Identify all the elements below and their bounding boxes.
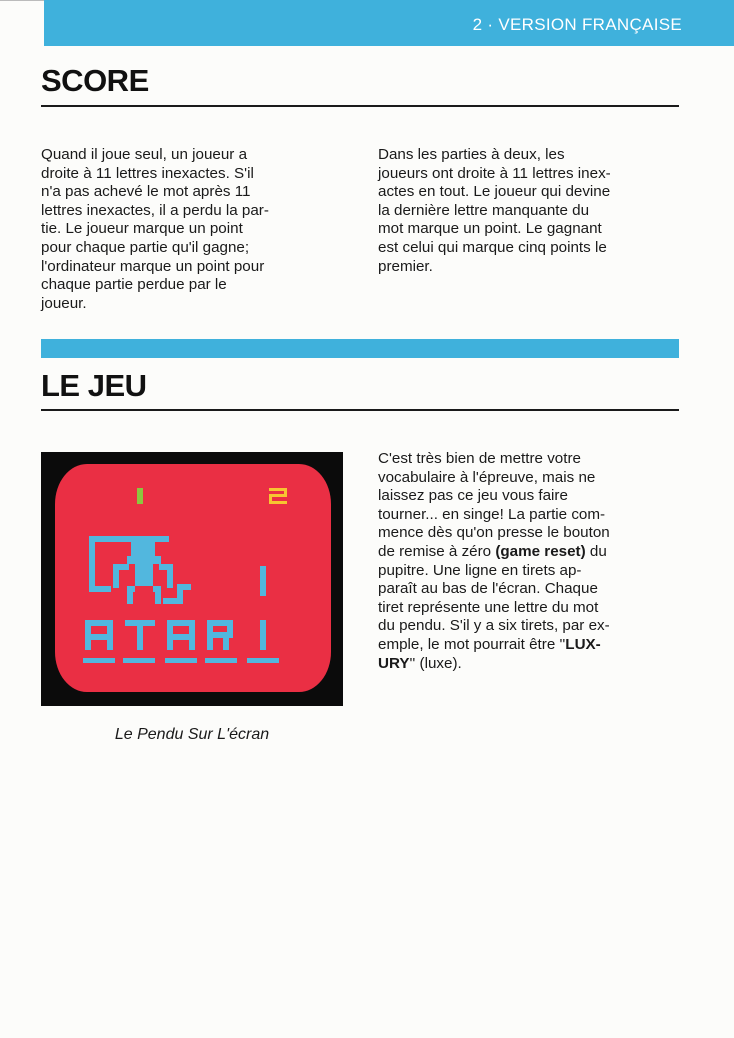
game-reset-term: (game reset) bbox=[495, 542, 586, 560]
header-band bbox=[44, 0, 734, 46]
game-scene bbox=[55, 464, 331, 692]
score-title: SCORE bbox=[41, 63, 149, 98]
tv-screen bbox=[55, 464, 331, 692]
score-right-paragraph: Dans les parties à deux, les joueurs ont droite à 11 lettres inex- actes en tout. Le joueur qui devine la dernière lettre manquante du mot marque un point. Le gagnant est celui qui marque cinq points le premier. bbox=[378, 146, 611, 275]
player2-score bbox=[269, 488, 287, 504]
score-rule bbox=[41, 105, 679, 107]
header-section-label: 2 · VERSION FRANÇAISE bbox=[472, 15, 682, 34]
game-screenshot bbox=[41, 452, 343, 706]
word-dashes bbox=[83, 658, 279, 663]
guessed-letter-i bbox=[260, 566, 266, 596]
section-divider-bar bbox=[41, 339, 679, 358]
game-rule bbox=[41, 409, 679, 411]
game-title: LE JEU bbox=[41, 368, 147, 403]
luxury-word: LUX- URY bbox=[378, 635, 601, 672]
game-paragraph bbox=[378, 450, 683, 673]
hangman-figure bbox=[113, 542, 191, 604]
game-paragraph-part2: du pupitre. Une ligne en tirets ap- paraît au bas de l'écran. Chaque tiret représente une lettre du mot du pendu. S'il y a six tirets, par ex- emple, le mot pourrait être '' bbox=[378, 542, 610, 653]
image-caption: Le Pendu Sur L'écran bbox=[114, 726, 270, 743]
score-left-paragraph: Quand il joue seul, un joueur a droite à 11 lettres inexactes. S'il n'a pas achevé le mot après 11 lettres inexactes, il a perdu la par- tie. Le joueur marque un point pour chaque partie qu'il gagne; l'ordinateur marque un point pour chaque partie perdue par le joueur. bbox=[41, 146, 269, 312]
game-paragraph-part3: '' (luxe). bbox=[409, 654, 462, 672]
word-letters bbox=[85, 620, 266, 650]
game-paragraph-part1: C'est très bien de mettre votre vocabulaire à l'épreuve, mais ne laissez pas ce jeu vous faire tourner... en singe! La partie com- mence dès qu'on presse le bouton de remise à zéro bbox=[378, 450, 610, 560]
player1-score bbox=[137, 488, 143, 504]
top-hairline bbox=[0, 0, 44, 1]
